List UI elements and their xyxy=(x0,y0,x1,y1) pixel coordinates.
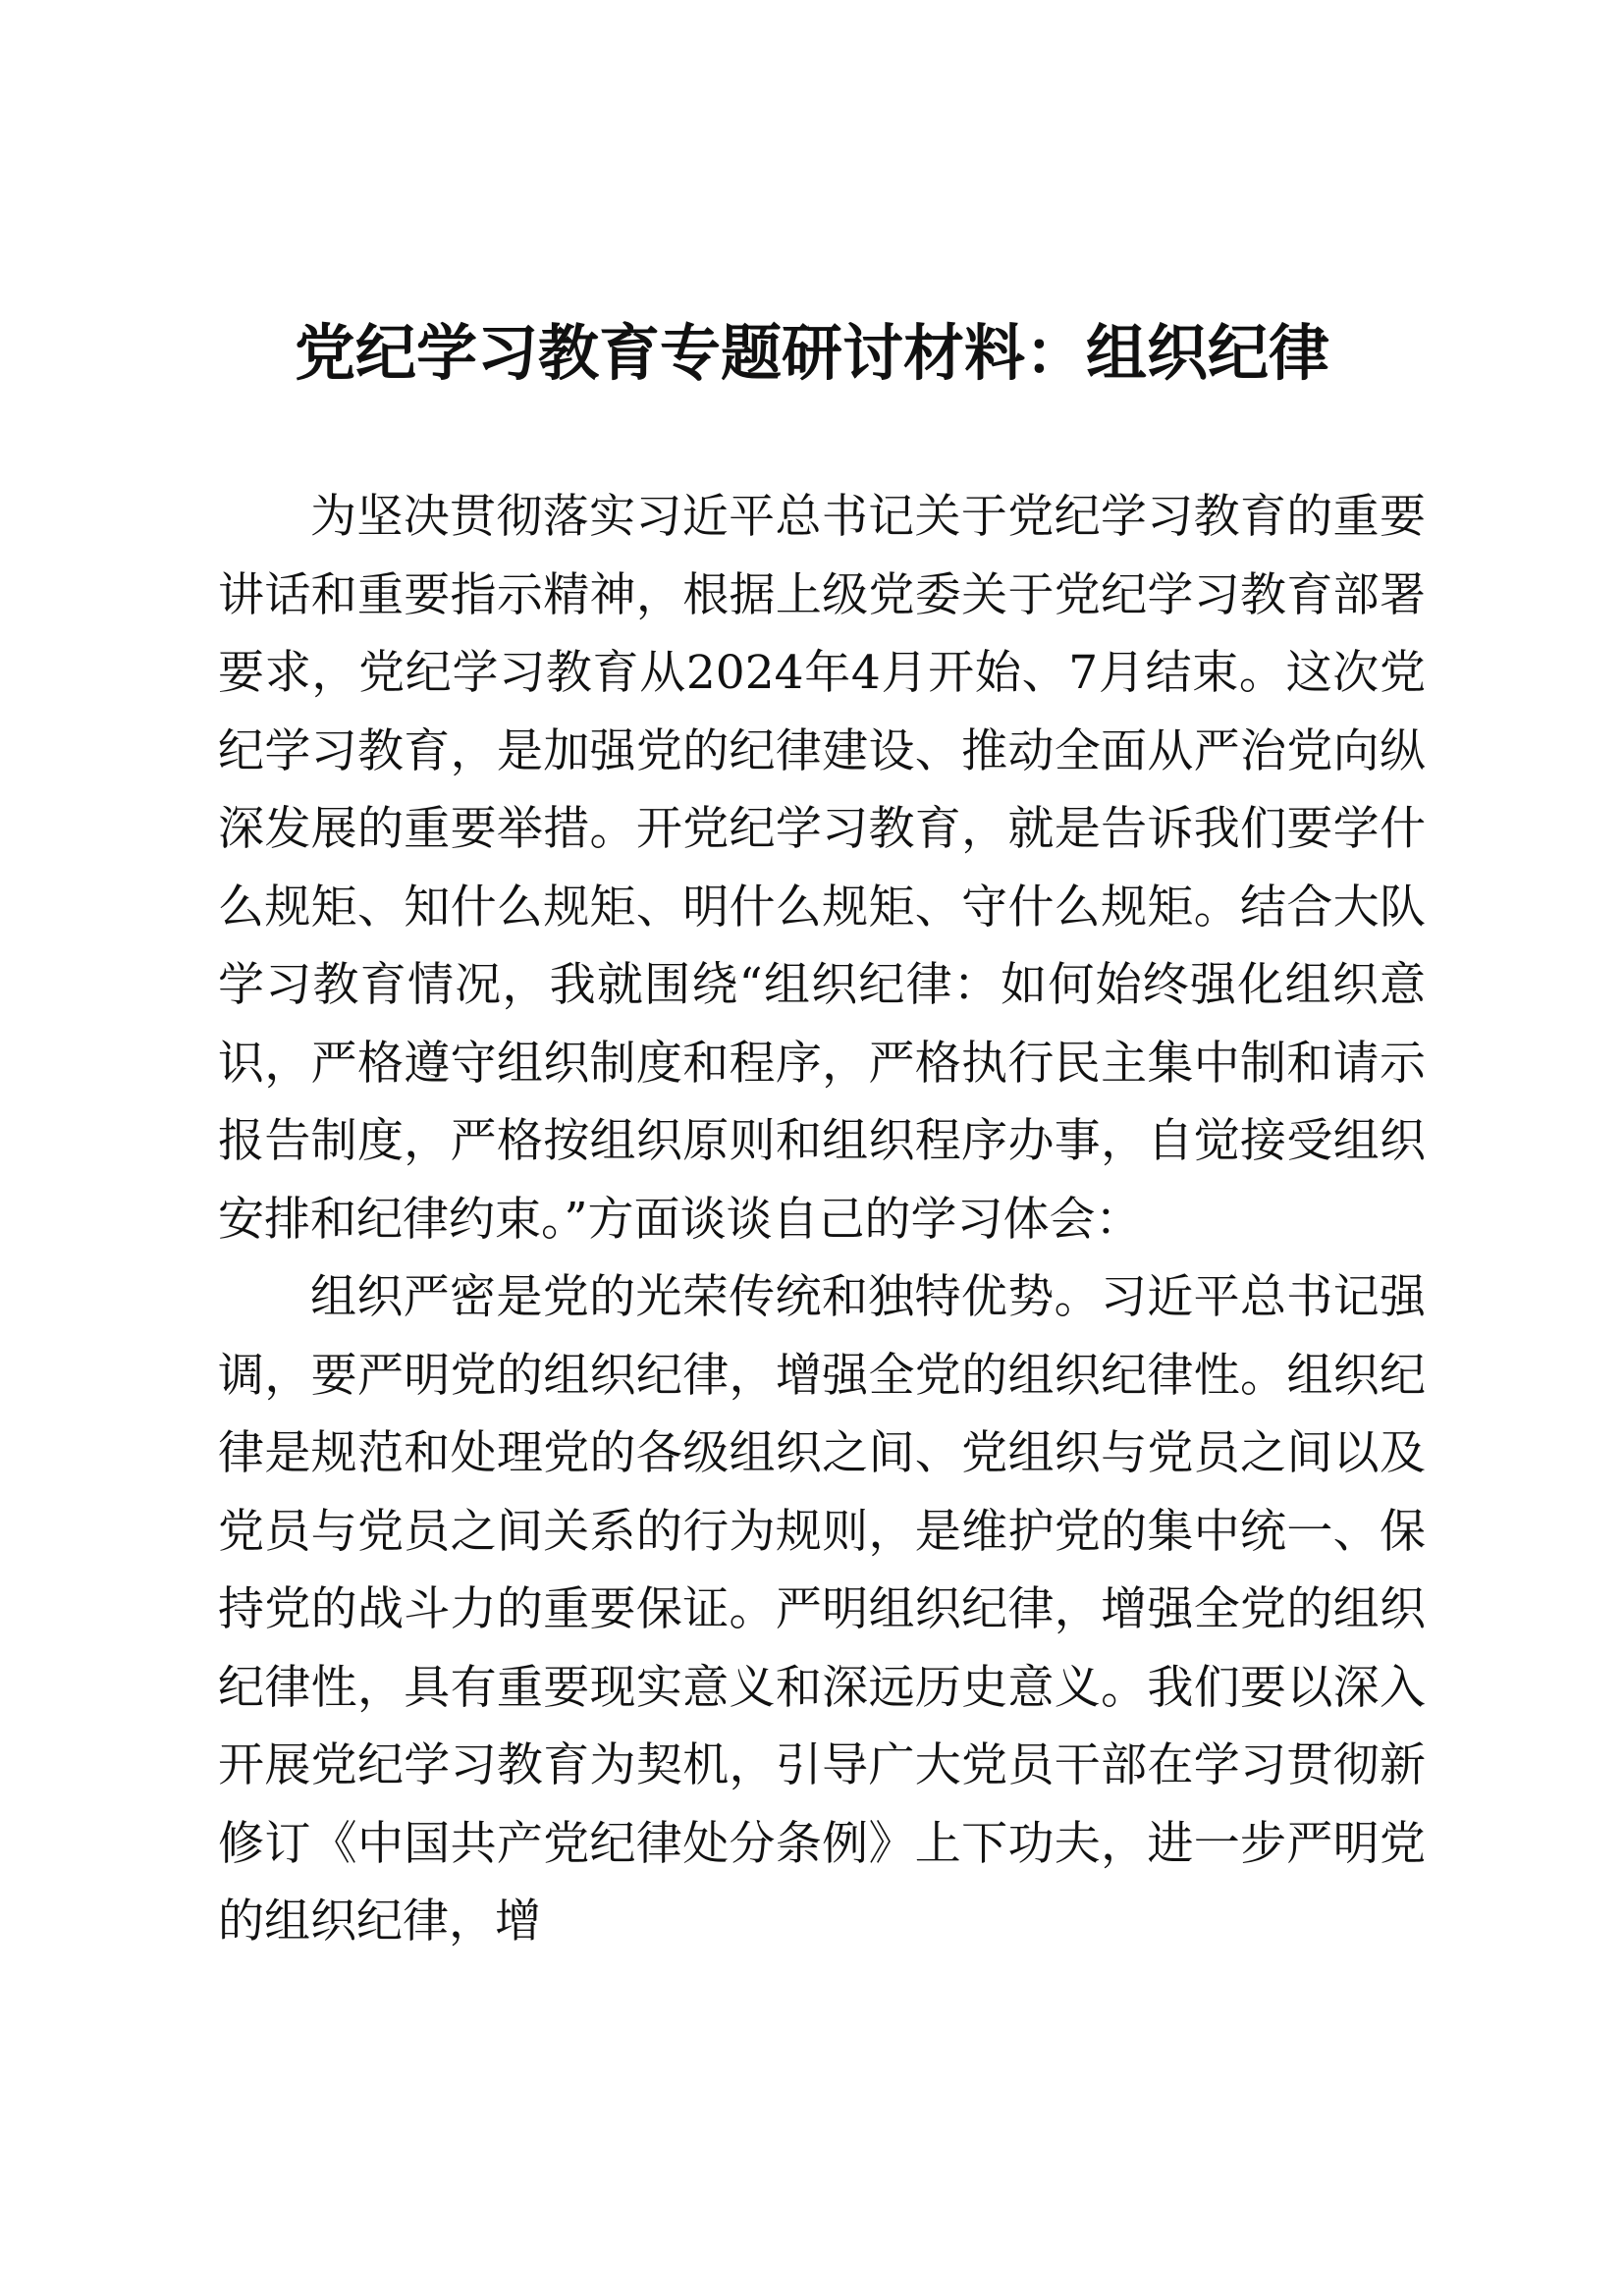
paragraph-organization-discipline: 组织严密是党的光荣传统和独特优势。习近平总书记强调，要严明党的组织纪律，增强全党的组织纪律性。组织纪律是规范和处理党的各级组织之间、党组织与党员之间以及党员与党员之间关系的行为规则，是维护党的集中统一、保持党的战斗力的重要保证。严明组织纪律，增强全党的组织纪律性，具有重要现实意义和深远历史意义。我们要以深入开展党纪学习教育为契机，引导广大党员干部在学习贯彻新修订《中国共产党纪律处分条例》上下功夫，进一步严明党的组织纪律，增 xyxy=(218,1270,1426,1949)
document-body xyxy=(218,478,1426,1961)
document-title: 党纪学习教育专题研讨材料：组织纪律 xyxy=(294,317,1329,389)
paragraph-intro: 为坚决贯彻落实习近平总书记关于党纪学习教育的重要讲话和重要指示精神，根据上级党委关于党纪学习教育部署要求，党纪学习教育从2024年4月开始、7月结束。这次党纪学习教育，是加强党的纪律建设、推动全面从严治党向纵深发展的重要举措。开党纪学习教育，就是告诉我们要学什么规矩、知什么规矩、明什么规矩、守什么规矩。结合大队学习教育情况，我就围绕“组织纪律：如何始终强化组织意识，严格遵守组织制度和程序，严格执行民主集中制和请示报告制度，严格按组织原则和组织程序办事，自觉接受组织安排和纪律约束。”方面谈谈自己的学习体会： xyxy=(218,490,1426,1247)
